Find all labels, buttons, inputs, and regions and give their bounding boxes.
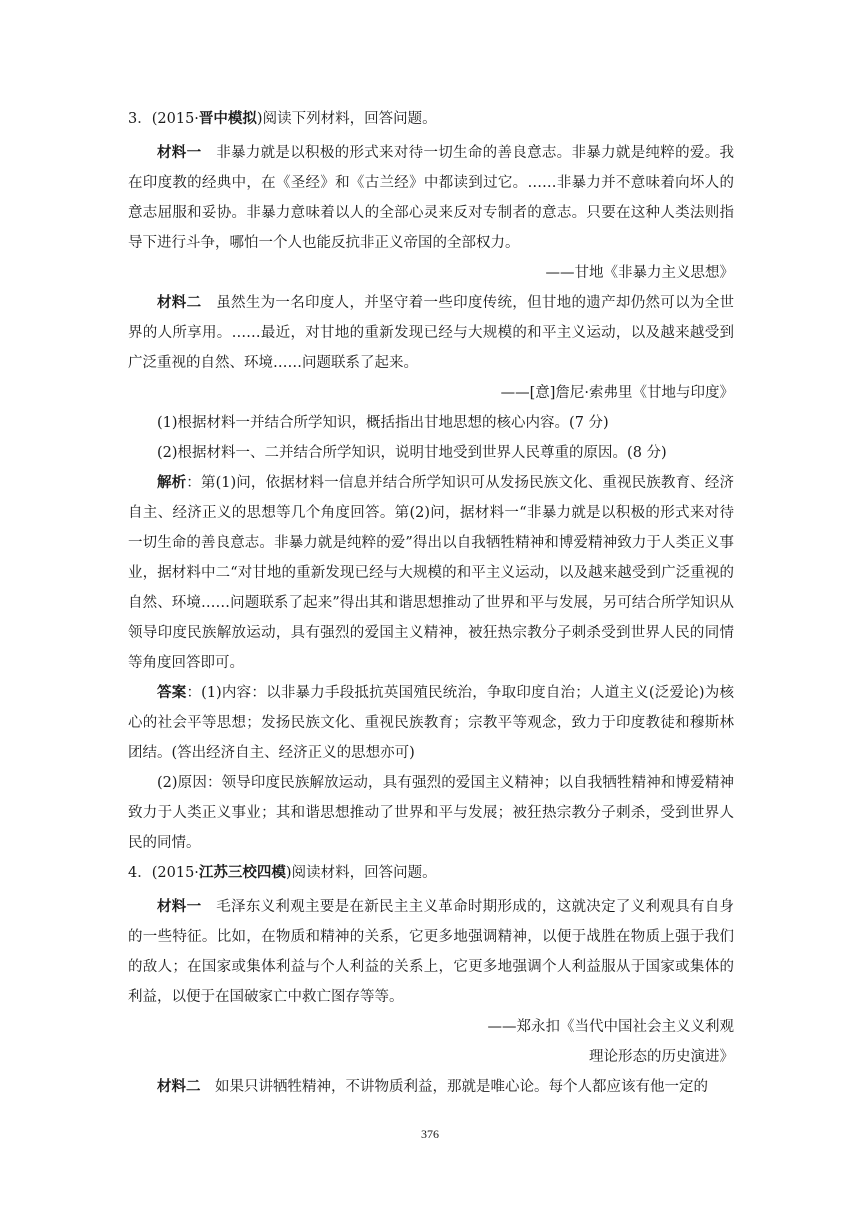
material-paragraph xyxy=(128,892,734,1012)
material-citation: ——[意]詹尼·索弗里《甘地与印度》 xyxy=(500,385,734,401)
page-content xyxy=(128,104,734,1102)
question-prompt: 阅读材料，回答问题。 xyxy=(291,865,437,881)
answer-label: 答案 xyxy=(157,685,187,701)
analysis-label: 解析 xyxy=(157,475,187,491)
material-text: 毛泽东义利观主要是在新民主主义革命时期形成的，这就决定了义利观具有自身的一些特征。比如，在物质和精神的关系，它更多地强调精神，以便于战胜在物质上强于我们的敌人；在国家或集体利益与个人利益的关系上，它更多地强调个人利益服从于国家或集体的利益，以便于在国破家亡中救亡图存等等。 xyxy=(128,899,735,1005)
question-number: 3． xyxy=(128,111,152,127)
material-paragraph xyxy=(128,288,734,378)
sub-question: (1)根据材料一并结合所学知识，概括指出甘地思想的核心内容。(7 分) xyxy=(157,415,609,431)
material-paragraph xyxy=(128,1072,734,1102)
material-paragraph xyxy=(128,138,734,258)
question-4-heading: 4．(2015·江苏三校四模)阅读材料，回答问题。 xyxy=(128,865,437,881)
question-number: 4． xyxy=(128,865,152,881)
analysis-paragraph xyxy=(128,468,734,678)
material-label: 材料二 xyxy=(157,1079,201,1095)
material-citation: ——郑永扣《当代中国社会主义义利观 xyxy=(487,1019,734,1035)
material-label: 材料一 xyxy=(157,145,202,161)
answer-text: ：(1)内容：以非暴力手段抵抗英国殖民统治，争取印度自治；人道主义(泛爱论)为核心的社会平等思想；发扬民族文化、重视民族教育；宗教平等观念，致力于印度教徒和穆斯林团结。(答出经济自主、经济正义的思想亦可) xyxy=(128,685,735,761)
material-text: 如果只讲牺牲精神，不讲物质利益，那就是唯心论。每个人都应该有他一定的 xyxy=(200,1079,708,1095)
analysis-text: ：第(1)问，依据材料一信息并结合所学知识可从发扬民族文化、重视民族教育、经济自主、经济正义的思想等几个角度回答。第(2)问，据材料一“非暴力就是以积极的形式来对待一切生命的善良意志。非暴力就是纯粹的爱”得出以自我牺牲精神和博爱精神致力于人类正义事业，据材料中二“对甘地的重新发现已经与大规模的和平主义运动，以及越来越受到广泛重视的自然、环境……问题联系了起来”得出其和谐思想推动了世界和平与发展，另可结合所学知识从领导印度民族解放运动，具有强烈的爱国主义精神，被狂热宗教分子刺杀受到世界人民的同情等角度回答即可。 xyxy=(128,475,734,671)
question-source: 晋中模拟 xyxy=(198,111,257,127)
question-3-heading: 3．(2015·晋中模拟)阅读下列材料，回答问题。 xyxy=(128,111,437,127)
page-number: 376 xyxy=(421,1127,439,1141)
material-label: 材料二 xyxy=(157,295,202,311)
question-prompt: 阅读下列材料，回答问题。 xyxy=(262,111,437,127)
sub-question: (2)根据材料一、二并结合所学知识，说明甘地受到世界人民尊重的原因。(8 分) xyxy=(157,445,667,461)
answer-paragraph xyxy=(128,678,734,768)
material-text: 虽然生为一名印度人，并坚守着一些印度传统，但甘地的遗产却仍然可以为全世界的人所享用。……最近，对甘地的重新发现已经与大规模的和平主义运动，以及越来越受到广泛重视的自然、环境……问题联系了起来。 xyxy=(128,295,735,371)
answer-paragraph: (2)原因：领导印度民族解放运动，具有强烈的爱国主义精神；以自我牺牲精神和博爱精神致力于人类正义事业；其和谐思想推动了世界和平与发展；被狂热宗教分子刺杀，受到世界人民的同情。 xyxy=(128,775,734,851)
material-text: 非暴力就是以积极的形式来对待一切生命的善良意志。非暴力就是纯粹的爱。我在印度教的经典中，在《圣经》和《古兰经》中都读到过它。……非暴力并不意味着向坏人的意志屈服和妥协。非暴力意味着以人的全部心灵来反对专制者的意志。只要在这种人类法则指导下进行斗争，哪怕一个人也能反抗非正义帝国的全部权力。 xyxy=(128,145,735,251)
material-citation: ——甘地《非暴力主义思想》 xyxy=(545,265,734,281)
material-citation: 理论形态的历史演进》 xyxy=(589,1049,734,1065)
question-source: 江苏三校四模 xyxy=(198,865,286,881)
material-label: 材料一 xyxy=(157,899,202,915)
